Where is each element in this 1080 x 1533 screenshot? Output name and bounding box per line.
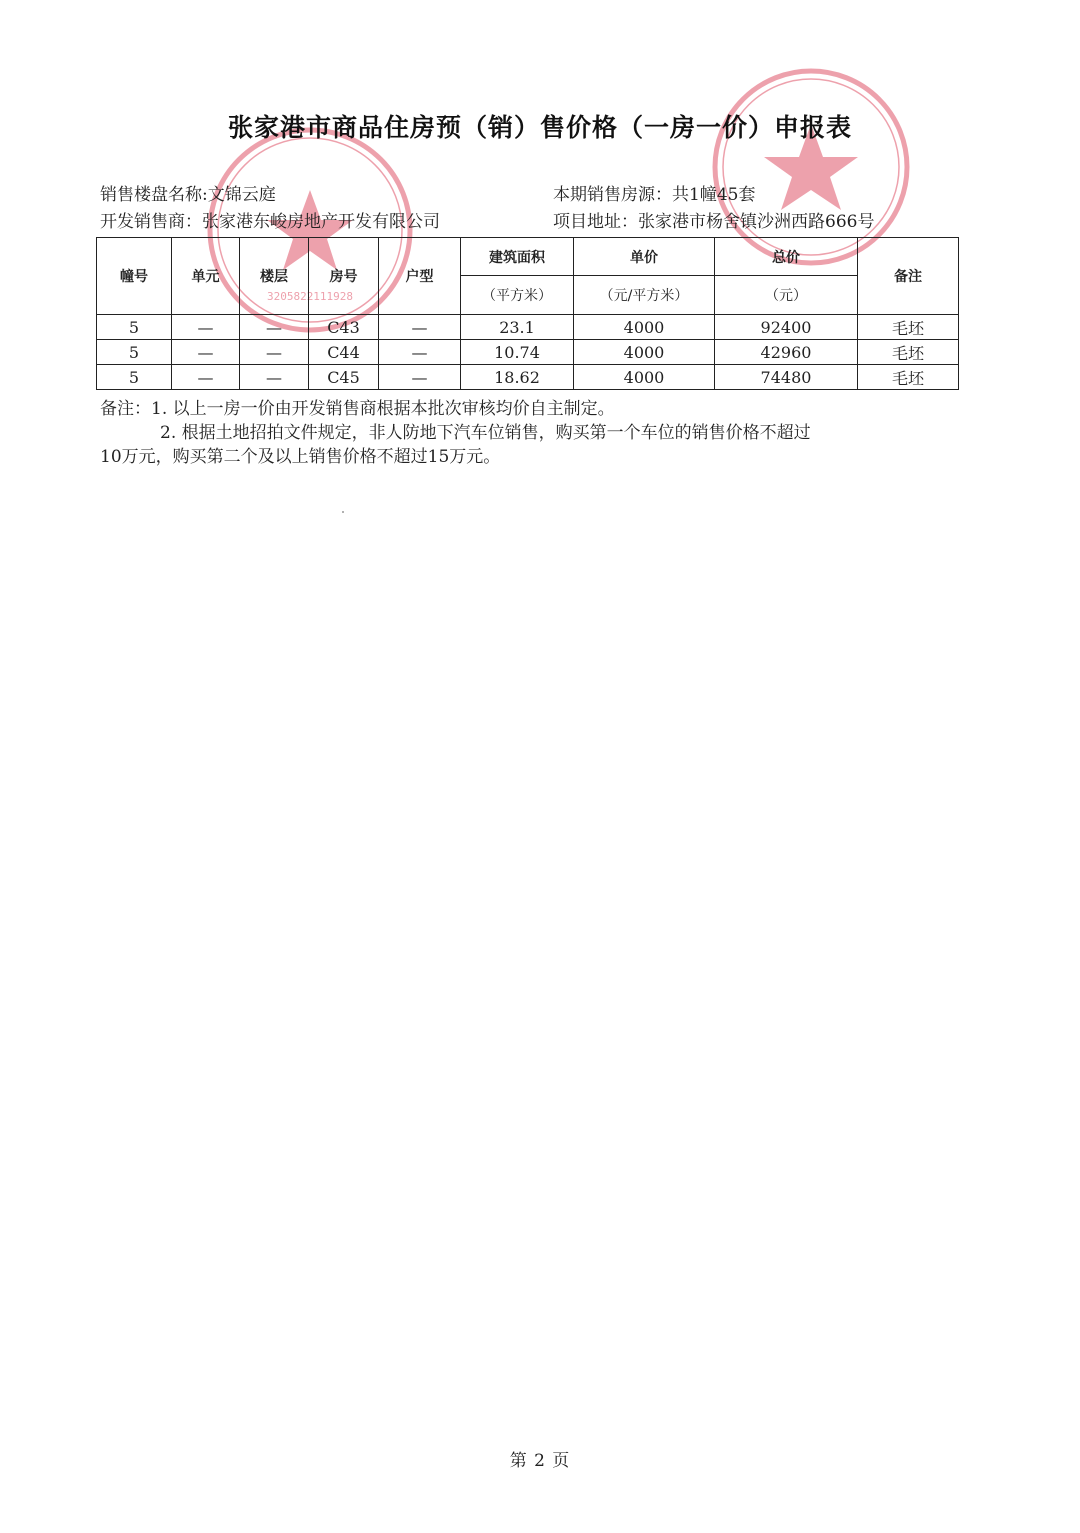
cell-unit: — bbox=[172, 340, 240, 365]
scan-speck bbox=[342, 511, 344, 513]
note-line-2: 2. 根据土地招拍文件规定，非人防地下汽车位销售，购买第一个车位的销售价格不超过 bbox=[160, 423, 811, 443]
project-address: 项目地址：张家港市杨舍镇沙洲西路666号 bbox=[553, 212, 875, 232]
cell-type: — bbox=[379, 315, 461, 340]
page-title: 张家港市商品住房预（销）售价格（一房一价）申报表 bbox=[227, 113, 852, 142]
note-line-1: 备注：1. 以上一房一价由开发销售商根据本批次审核均价自主制定。 bbox=[100, 399, 615, 419]
header-total-price-unit: （元） bbox=[715, 276, 858, 315]
header-room: 房号 bbox=[309, 238, 379, 315]
cell-building: 5 bbox=[97, 365, 172, 390]
cell-area: 23.1 bbox=[461, 315, 574, 340]
cell-unit-price: 4000 bbox=[574, 340, 715, 365]
note-line-3: 10万元，购买第二个及以上销售价格不超过15万元。 bbox=[100, 447, 501, 467]
table-row bbox=[97, 315, 959, 340]
cell-room: C44 bbox=[309, 340, 379, 365]
cell-remark: 毛坯 bbox=[858, 315, 959, 340]
cell-floor: — bbox=[240, 365, 309, 390]
sales-source: 本期销售房源：共1幢45套 bbox=[553, 185, 756, 205]
header-remark: 备注 bbox=[858, 238, 959, 315]
svg-text:3205822111928: 3205822111928 bbox=[266, 290, 354, 303]
header-area-unit: （平方米） bbox=[461, 276, 574, 315]
header-unit: 单元 bbox=[172, 238, 240, 315]
cell-total: 74480 bbox=[715, 365, 858, 390]
cell-unit-price: 4000 bbox=[574, 315, 715, 340]
cell-building: 5 bbox=[97, 340, 172, 365]
header-area: 建筑面积 bbox=[461, 238, 574, 276]
header-floor: 楼层 bbox=[240, 238, 309, 315]
cell-unit: — bbox=[172, 315, 240, 340]
cell-total: 92400 bbox=[715, 315, 858, 340]
page-number: 第 2 页 bbox=[509, 1451, 571, 1471]
cell-building: 5 bbox=[97, 315, 172, 340]
cell-total: 42960 bbox=[715, 340, 858, 365]
cell-floor: — bbox=[240, 315, 309, 340]
header-unit-price: 单价 bbox=[574, 238, 715, 276]
table-row bbox=[97, 340, 959, 365]
price-table bbox=[96, 237, 959, 390]
header-total-price: 总价 bbox=[715, 238, 858, 276]
cell-room: C43 bbox=[309, 315, 379, 340]
header-type: 户型 bbox=[379, 238, 461, 315]
developer-name: 开发销售商：张家港东峻房地产开发有限公司 bbox=[100, 212, 440, 232]
cell-area: 18.62 bbox=[461, 365, 574, 390]
cell-remark: 毛坯 bbox=[858, 340, 959, 365]
cell-unit-price: 4000 bbox=[574, 365, 715, 390]
project-name: 销售楼盘名称:文锦云庭 bbox=[100, 185, 276, 205]
header-building: 幢号 bbox=[97, 238, 172, 315]
cell-room: C45 bbox=[309, 365, 379, 390]
cell-type: — bbox=[379, 365, 461, 390]
cell-area: 10.74 bbox=[461, 340, 574, 365]
cell-remark: 毛坯 bbox=[858, 365, 959, 390]
header-unit-price-unit: （元/平方米） bbox=[574, 276, 715, 315]
cell-type: — bbox=[379, 340, 461, 365]
cell-unit: — bbox=[172, 365, 240, 390]
table-row bbox=[97, 365, 959, 390]
cell-floor: — bbox=[240, 340, 309, 365]
